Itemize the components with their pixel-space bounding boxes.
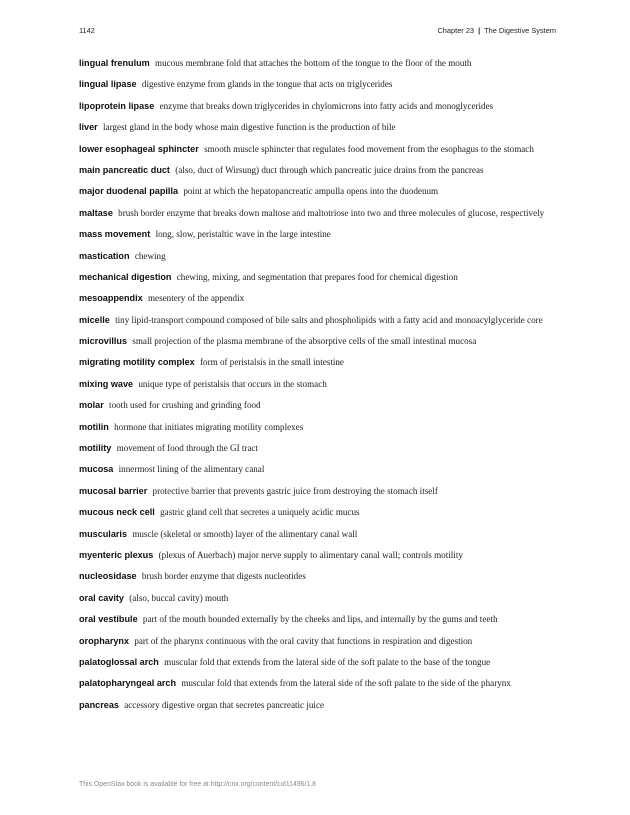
glossary-term: myenteric plexus bbox=[79, 549, 154, 560]
glossary-entry bbox=[79, 101, 551, 113]
chapter-separator: | bbox=[478, 26, 481, 35]
glossary-definition: chewing, mixing, and segmentation that prepares food for chemical digestion bbox=[176, 271, 458, 282]
glossary-definition: muscular fold that extends from the lateral side of the soft palate to the side of the pharynx bbox=[181, 678, 511, 689]
glossary-entry bbox=[79, 165, 551, 177]
glossary-term: mixing wave bbox=[79, 378, 134, 389]
glossary-term: motility bbox=[79, 443, 112, 454]
glossary-entry bbox=[79, 614, 551, 626]
chapter-title: The Digestive System bbox=[484, 26, 556, 35]
glossary-list bbox=[79, 58, 551, 721]
glossary-entry bbox=[79, 336, 551, 348]
glossary-definition: point at which the hepatopancreatic ampulla opens into the duodenum bbox=[183, 186, 439, 197]
glossary-definition: smooth muscle sphincter that regulates food movement from the esophagus to the stomach bbox=[204, 143, 534, 154]
glossary-definition: gastric gland cell that secretes a uniquely acidic mucus bbox=[160, 507, 360, 518]
glossary-term: lingual lipase bbox=[79, 79, 137, 90]
glossary-definition: chewing bbox=[134, 250, 166, 261]
glossary-entry bbox=[79, 122, 551, 134]
glossary-entry bbox=[79, 678, 551, 690]
glossary-entry bbox=[79, 550, 551, 562]
glossary-definition: brush border enzyme that digests nucleotides bbox=[141, 571, 306, 582]
glossary-term: micelle bbox=[79, 314, 110, 325]
glossary-term: muscularis bbox=[79, 528, 128, 539]
glossary-definition: movement of food through the GI tract bbox=[116, 443, 259, 454]
glossary-entry bbox=[79, 315, 551, 327]
glossary-term: major duodenal papilla bbox=[79, 186, 179, 197]
glossary-definition: digestive enzyme from glands in the tongue that acts on triglycerides bbox=[141, 79, 393, 90]
glossary-definition: brush border enzyme that breaks down maltose and maltotriose into two and three molecules of glucose, respectively bbox=[118, 207, 545, 218]
glossary-term: migrating motility complex bbox=[79, 357, 195, 368]
glossary-definition: innermost lining of the alimentary canal bbox=[118, 464, 265, 475]
glossary-term: mesoappendix bbox=[79, 293, 143, 304]
page-footer: This OpenStax book is available for free at http://cnx.org/content/col11496/1.8 bbox=[79, 781, 316, 788]
glossary-entry bbox=[79, 529, 551, 541]
glossary-definition: hormone that initiates migrating motility complexes bbox=[114, 421, 304, 432]
glossary-term: molar bbox=[79, 400, 104, 411]
glossary-term: mass movement bbox=[79, 229, 151, 240]
glossary-term: oral vestibule bbox=[79, 614, 138, 625]
glossary-term: oral cavity bbox=[79, 592, 124, 603]
glossary-entry bbox=[79, 593, 551, 605]
glossary-entry bbox=[79, 293, 551, 305]
glossary-definition: part of the mouth bounded externally by the cheeks and lips, and internally by the gums and teeth bbox=[142, 614, 498, 625]
glossary-definition: protective barrier that prevents gastric juice from destroying the stomach itself bbox=[152, 485, 438, 496]
glossary-definition: tooth used for crushing and grinding food bbox=[109, 400, 261, 411]
glossary-term: lingual frenulum bbox=[79, 58, 150, 68]
glossary-entry bbox=[79, 229, 551, 241]
glossary-term: oropharynx bbox=[79, 635, 130, 646]
glossary-definition: long, slow, peristaltic wave in the large intestine bbox=[155, 229, 331, 240]
glossary-definition: largest gland in the body whose main digestive function is the production of bile bbox=[103, 122, 396, 133]
glossary-entry bbox=[79, 144, 551, 156]
glossary-term: mucosa bbox=[79, 464, 114, 475]
glossary-definition: mucous membrane fold that attaches the bottom of the tongue to the floor of the mouth bbox=[155, 58, 472, 68]
glossary-entry bbox=[79, 657, 551, 669]
glossary-definition: (also, buccal cavity) mouth bbox=[129, 592, 229, 603]
glossary-entry bbox=[79, 251, 551, 263]
glossary-entry bbox=[79, 400, 551, 412]
glossary-entry bbox=[79, 422, 551, 434]
glossary-term: nucleosidase bbox=[79, 571, 137, 582]
glossary-entry bbox=[79, 357, 551, 369]
glossary-entry bbox=[79, 636, 551, 648]
glossary-definition: enzyme that breaks down triglycerides in chylomicrons into fatty acids and monoglycerides bbox=[159, 100, 494, 111]
glossary-term: mucosal barrier bbox=[79, 485, 148, 496]
glossary-entry bbox=[79, 186, 551, 198]
glossary-definition: unique type of peristalsis that occurs in the stomach bbox=[138, 378, 327, 389]
glossary-definition: small projection of the plasma membrane of the absorptive cells of the small intestinal mucosa bbox=[132, 336, 477, 347]
chapter-prefix: Chapter 23 bbox=[437, 26, 475, 35]
glossary-entry bbox=[79, 571, 551, 583]
glossary-entry bbox=[79, 507, 551, 519]
glossary-definition: accessory digestive organ that secretes pancreatic juice bbox=[124, 699, 325, 710]
glossary-entry bbox=[79, 379, 551, 391]
glossary-term: lower esophageal sphincter bbox=[79, 143, 199, 154]
chapter-heading bbox=[437, 26, 556, 35]
glossary-term: motilin bbox=[79, 421, 109, 432]
glossary-term: mucous neck cell bbox=[79, 507, 155, 518]
page-header bbox=[79, 26, 556, 38]
glossary-entry bbox=[79, 464, 551, 476]
glossary-definition: part of the pharynx continuous with the oral cavity that functions in respiration and digestion bbox=[134, 635, 473, 646]
glossary-entry bbox=[79, 58, 551, 70]
glossary-term: mastication bbox=[79, 250, 130, 261]
glossary-definition: tiny lipid-transport compound composed of bile salts and phospholipids with a fatty acid and monoacylglyceride core bbox=[115, 314, 543, 325]
glossary-entry bbox=[79, 79, 551, 91]
glossary-term: microvillus bbox=[79, 336, 128, 347]
glossary-term: mechanical digestion bbox=[79, 271, 172, 282]
glossary-entry bbox=[79, 208, 551, 220]
glossary-definition: mesentery of the appendix bbox=[147, 293, 245, 304]
glossary-term: lipoprotein lipase bbox=[79, 100, 155, 111]
glossary-term: pancreas bbox=[79, 699, 119, 710]
glossary-entry bbox=[79, 443, 551, 455]
glossary-definition: form of peristalsis in the small intestine bbox=[200, 357, 344, 368]
glossary-term: main pancreatic duct bbox=[79, 164, 170, 175]
glossary-term: palatoglossal arch bbox=[79, 656, 159, 667]
glossary-definition: (also, duct of Wirsung) duct through which pancreatic juice drains from the pancreas bbox=[175, 164, 484, 175]
glossary-entry bbox=[79, 700, 551, 712]
glossary-term: liver bbox=[79, 122, 98, 133]
glossary-entry bbox=[79, 486, 551, 498]
glossary-definition: muscle (skeletal or smooth) layer of the alimentary canal wall bbox=[132, 528, 358, 539]
glossary-definition: muscular fold that extends from the lateral side of the soft palate to the base of the tongue bbox=[164, 656, 491, 667]
glossary-term: maltase bbox=[79, 207, 113, 218]
glossary-definition: (plexus of Auerbach) major nerve supply to alimentary canal wall; controls motility bbox=[158, 549, 463, 560]
page-number: 1142 bbox=[79, 26, 95, 35]
glossary-term: palatopharyngeal arch bbox=[79, 678, 177, 689]
glossary-entry bbox=[79, 272, 551, 284]
